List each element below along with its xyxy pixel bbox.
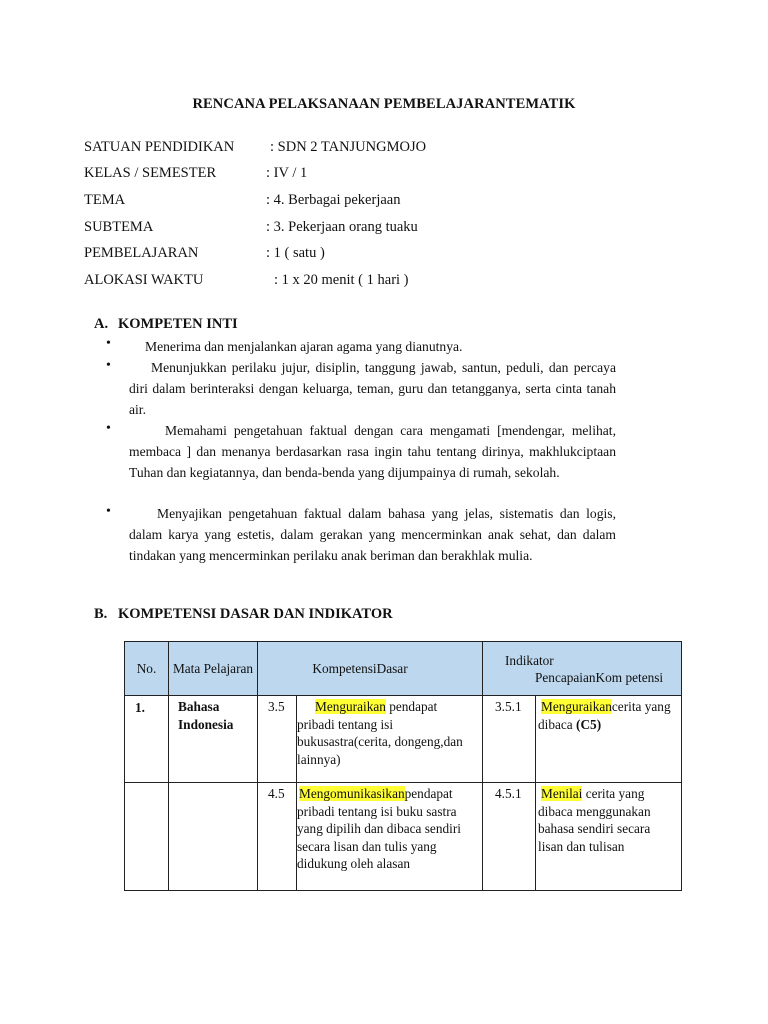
header-mapel: Mata Pelajaran	[169, 642, 258, 696]
bullet-icon: •	[106, 421, 111, 436]
kd-text	[297, 783, 483, 891]
kd-rest: pendapat pribadi tentang isi bukusastra(cerita, dongeng,dan lainnya)	[297, 699, 463, 767]
indikator-highlight: Menguraikan	[541, 699, 612, 714]
indikator-rest: cerita yang dibaca menggunakan bahasa sendiri secara lisan dan tulisan	[538, 786, 651, 854]
table-header-row	[125, 642, 682, 696]
kd-indikator-table	[124, 641, 682, 891]
header-indikator	[483, 642, 682, 696]
kd-text	[297, 696, 483, 783]
indikator-level: (C5)	[576, 716, 602, 732]
header-kompetensi-dasar: KompetensiDasar	[258, 642, 483, 696]
identity-value: : 1 x 20 menit ( 1 hari )	[274, 272, 409, 288]
identity-value: : IV / 1	[266, 165, 308, 181]
indikator-number: 4.5.1	[483, 783, 536, 891]
ki-item-text: Memahami pengetahuan faktual dengan cara mengamati [mendengar, melihat, membaca ] dan menanya berdasarkan rasa ingin tahu tentang dirinya, makhlukciptaan Tuhan dan kegiatannya, dan benda-benda yang dijumpainya di rumah, sekolah.	[129, 423, 616, 480]
identity-label: KELAS / SEMESTER	[84, 165, 217, 181]
identity-label: SATUAN PENDIDIKAN	[84, 139, 235, 155]
row-number: 1.	[125, 696, 169, 783]
row-mapel	[169, 783, 258, 891]
section-letter: B.	[94, 606, 108, 622]
kd-rest: pendapat pribadi tentang isi buku sastra yang dipilih dan dibaca sendiri secara lisan dan tulis yang didukung oleh alasan	[297, 786, 461, 871]
header-no: No.	[125, 642, 169, 696]
ki-item	[129, 358, 616, 420]
identity-value: : SDN 2 TANJUNGMOJO	[270, 139, 427, 155]
identity-row-kelas	[84, 163, 308, 183]
section-a-heading	[94, 316, 238, 333]
header-indikator-line1: Indikator	[505, 652, 554, 668]
identity-row-pembelajaran	[84, 243, 325, 263]
row-number	[125, 783, 169, 891]
section-title: KOMPETEN INTI	[118, 316, 238, 332]
kd-highlight: Menguraikan	[315, 699, 386, 714]
bullet-icon: •	[106, 504, 111, 519]
identity-label: SUBTEMA	[84, 219, 154, 235]
table-row	[125, 783, 682, 891]
identity-row-alokasi	[84, 270, 409, 290]
indikator-rest: cerita yang dibaca	[538, 699, 671, 732]
bullet-icon: •	[106, 358, 111, 373]
document-title: RENCANA PELAKSANAAN PEMBELAJARANTEMATIK	[192, 96, 576, 112]
identity-label: PEMBELAJARAN	[84, 245, 199, 261]
identity-label: TEMA	[84, 192, 126, 208]
section-b-heading	[94, 606, 393, 623]
bullet-icon: •	[106, 336, 111, 351]
header-indikator-line2: PencapaianKom petensi	[535, 669, 664, 685]
identity-row-subtema	[84, 217, 418, 237]
indikator-number: 3.5.1	[483, 696, 536, 783]
row-mapel: Bahasa Indonesia	[169, 696, 258, 783]
indikator-text	[536, 783, 682, 891]
ki-item-text: Menyajikan pengetahuan faktual dalam bahasa yang jelas, sistematis dan logis, dalam karya yang estetis, dalam gerakan yang mencerminkan anak sehat, dan dalam tindakan yang mencerminkan perilaku anak beriman dan berakhlak mulia.	[129, 506, 616, 563]
identity-row-tema	[84, 190, 401, 210]
ki-item	[129, 337, 616, 358]
ki-item	[129, 504, 616, 566]
section-letter: A.	[94, 316, 109, 332]
ki-item	[129, 421, 616, 483]
section-title: KOMPETENSI DASAR DAN INDIKATOR	[118, 606, 393, 622]
table-row	[125, 696, 682, 783]
identity-label: ALOKASI WAKTU	[84, 272, 204, 288]
kd-number: 4.5	[258, 783, 297, 891]
identity-row-satuan	[84, 137, 427, 157]
kd-number: 3.5	[258, 696, 297, 783]
identity-value: : 4. Berbagai pekerjaan	[266, 192, 401, 208]
kd-highlight: Mengomunikasikan	[299, 786, 405, 801]
identity-value: : 1 ( satu )	[266, 245, 325, 261]
ki-item-text: Menunjukkan perilaku jujur, disiplin, tanggung jawab, santun, peduli, dan percaya diri dalam berinteraksi dengan keluarga, teman, guru dan tetangganya, serta cinta tanah air.	[129, 360, 616, 417]
identity-value: : 3. Pekerjaan orang tuaku	[266, 219, 418, 235]
ki-item-text: Menerima dan menjalankan ajaran agama yang dianutnya.	[145, 339, 463, 354]
indikator-highlight: Menilai	[541, 786, 583, 801]
indikator-text	[536, 696, 682, 783]
